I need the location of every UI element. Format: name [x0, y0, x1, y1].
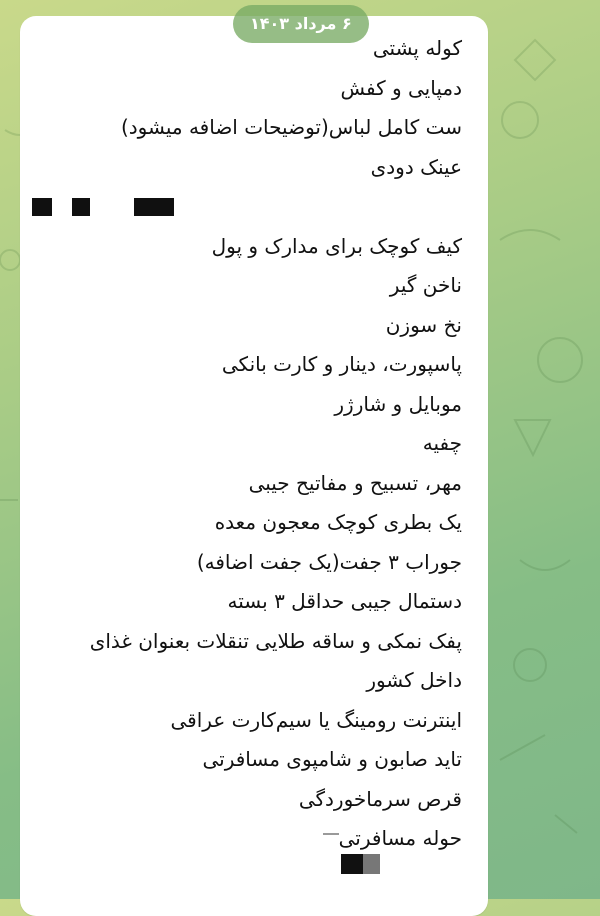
date-chip: ۶ مرداد ۱۴۰۳ — [233, 5, 369, 43]
message-line: چفیه — [422, 431, 462, 455]
message-line: کوله پشتی — [372, 36, 462, 60]
redaction-block — [363, 854, 380, 874]
redaction-block — [32, 198, 52, 216]
message-line: دستمال جیبی حداقل ۳ بسته — [227, 589, 462, 613]
message-line: دمپایی و کفش — [340, 75, 462, 100]
bottom-redaction — [341, 854, 380, 874]
message-line: نخ سوزن — [385, 312, 462, 337]
message-line: عینک دودی — [370, 154, 462, 179]
text-underline-mark — [323, 833, 339, 835]
message-line: پفک نمکی و ساقه طلایی تنقلات بعنوان غذای — [89, 628, 462, 653]
message-line: تاید صابون و شامپوی مسافرتی — [202, 747, 462, 771]
message-line: ناخن گیر — [389, 273, 462, 297]
message-text — [32, 29, 462, 859]
message-line: کیف کوچک برای مدارک و پول — [211, 233, 462, 258]
redaction-block — [72, 198, 90, 216]
message-line: جوراب ۳ جفت(یک جفت اضافه) — [196, 549, 462, 574]
redacted-line — [32, 187, 462, 227]
message-line: پاسپورت، دینار و کارت بانکی — [221, 352, 462, 376]
message-line: موبایل و شارژر — [334, 391, 462, 416]
message-line: اینترنت رومینگ یا سیم‌کارت عراقی — [170, 707, 462, 732]
message-line: حوله مسافرتی — [338, 826, 462, 850]
redaction-block — [341, 854, 363, 874]
message-line: قرص سرماخوردگی — [298, 786, 462, 811]
message-line: داخل کشور — [366, 668, 462, 692]
redaction-block — [134, 198, 174, 216]
message-line: ست کامل لباس(توضیحات اضافه میشود) — [120, 115, 462, 139]
message-line: مهر، تسبیح و مفاتیح جیبی — [248, 470, 462, 495]
message-line: یک بطری کوچک معجون معده — [214, 510, 462, 534]
